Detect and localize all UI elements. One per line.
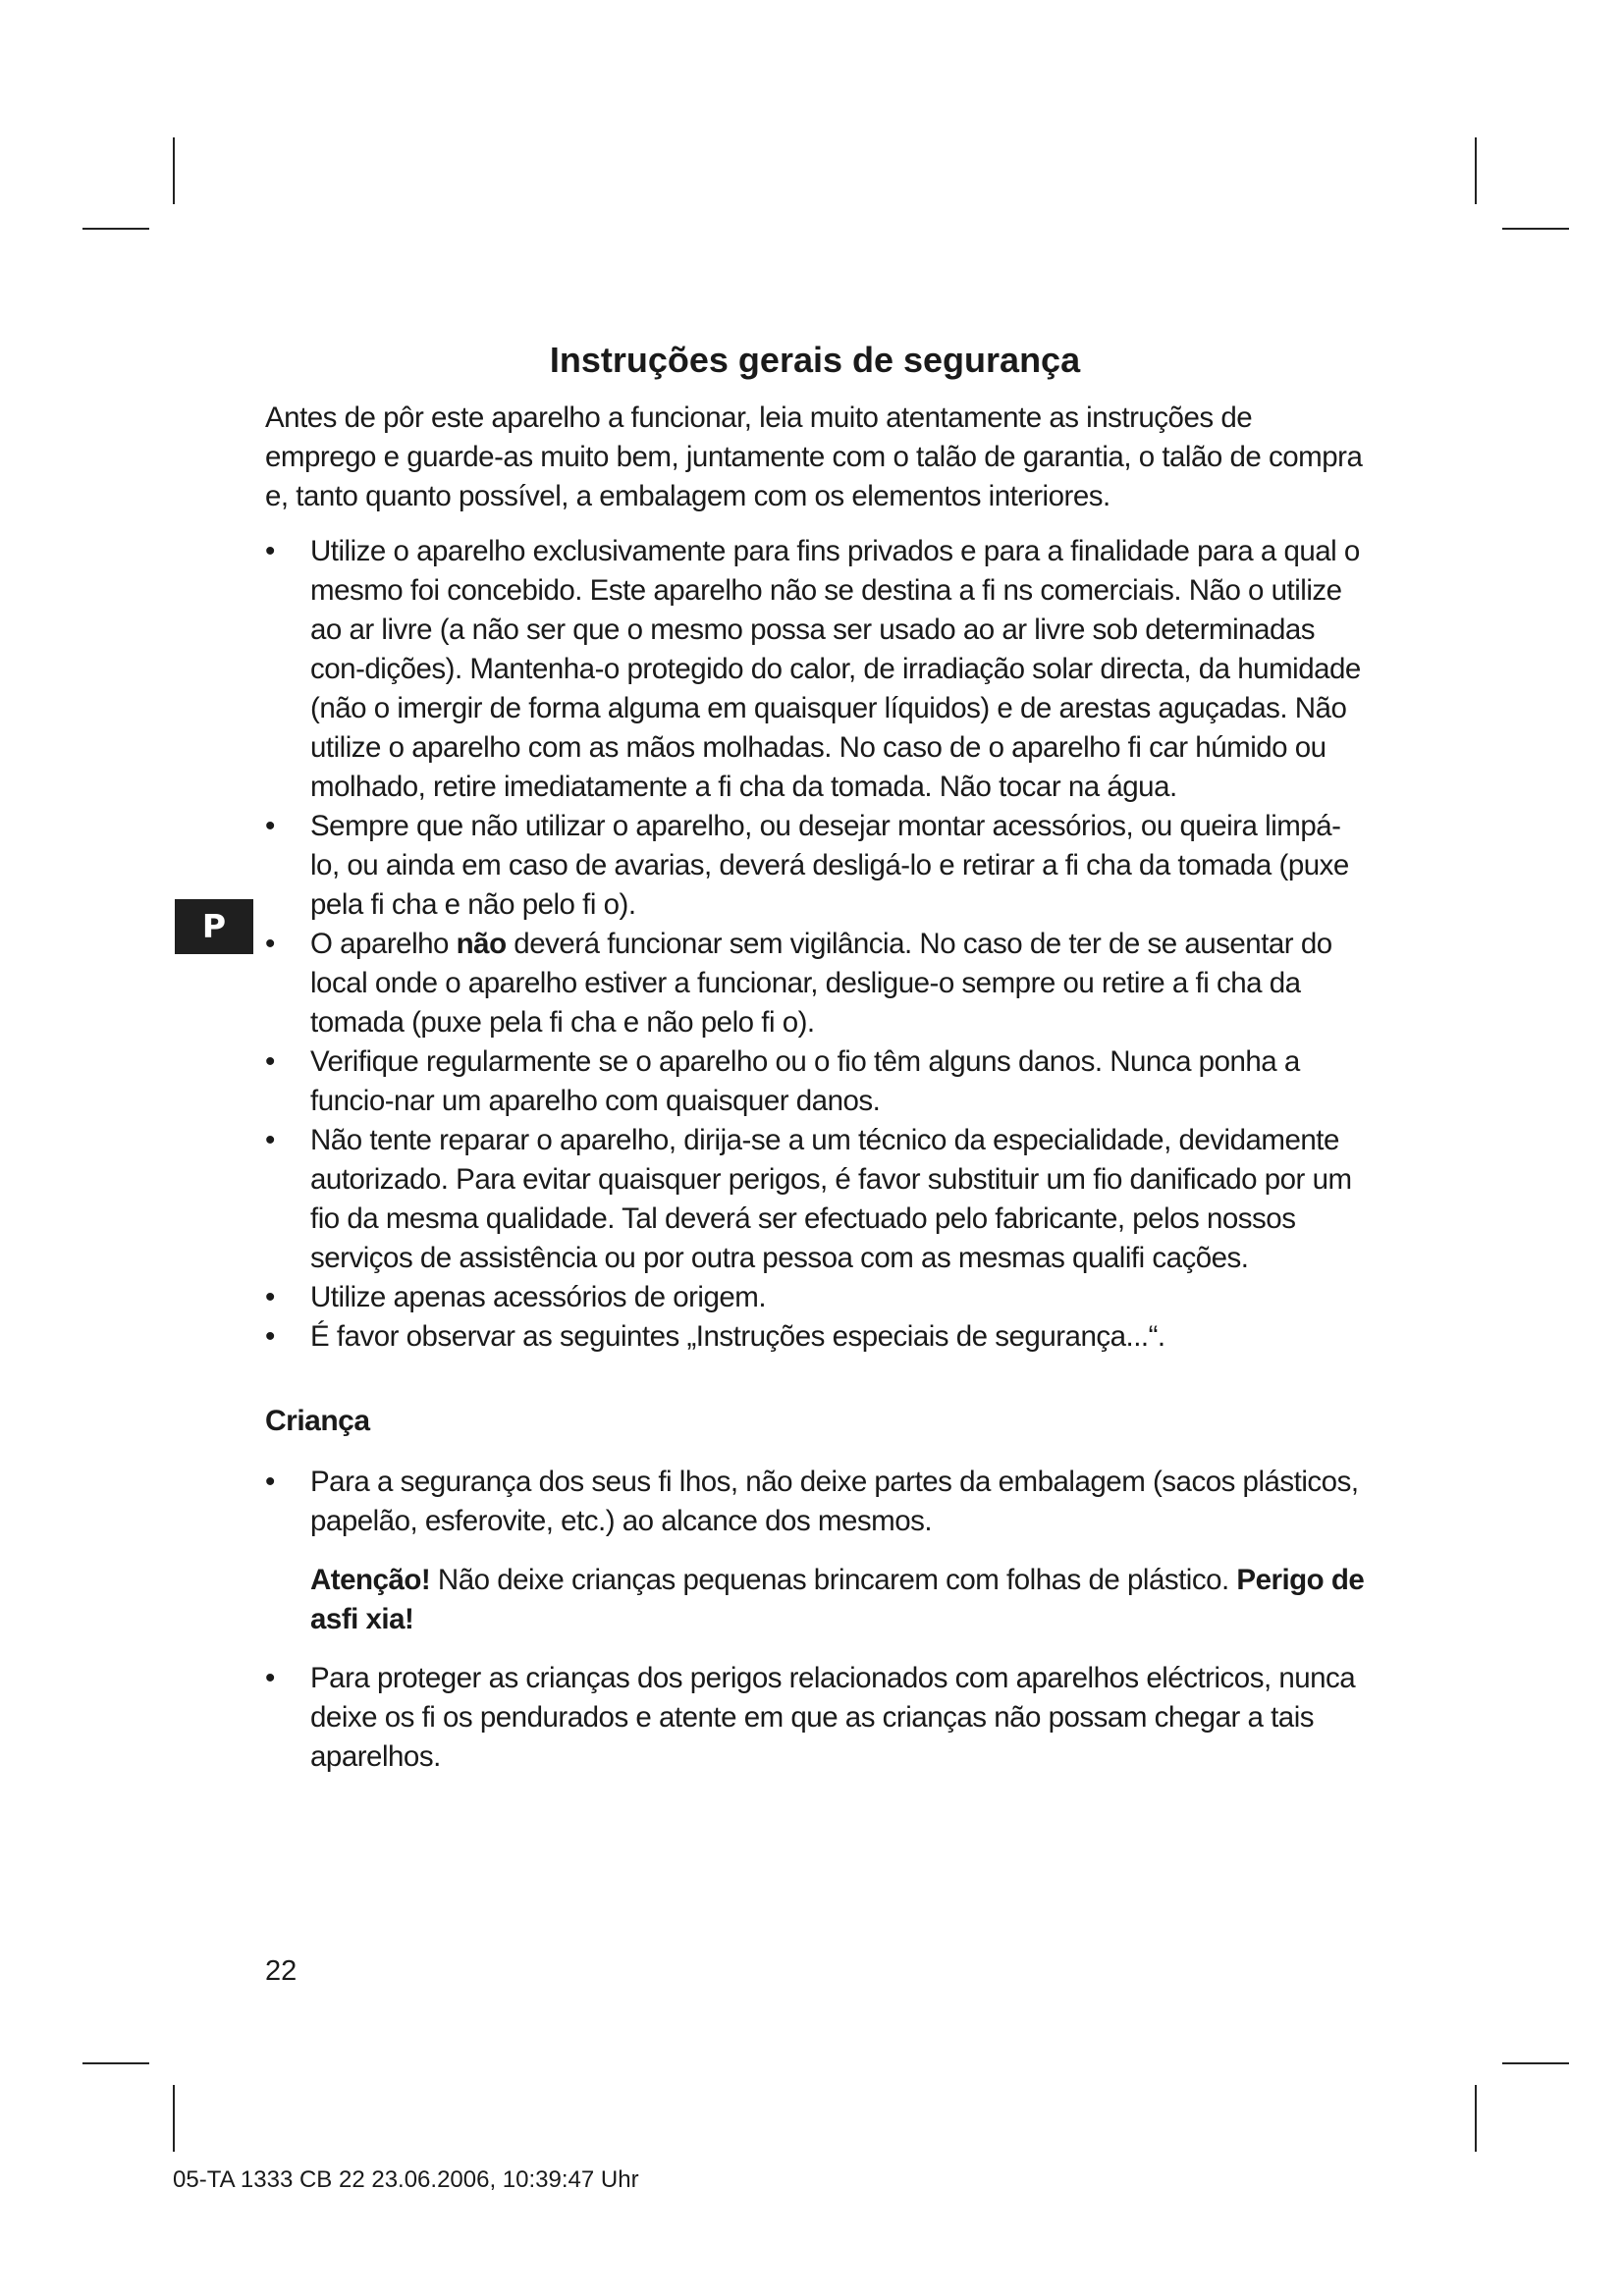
crop-mark-bottom-left-horizontal [82, 2062, 149, 2064]
list-item: • Sempre que não utilizar o aparelho, ou desejar montar acessórios, ou queira limpá-lo, ou ainda em caso de avarias, deverá desligá-lo e retirar a fi cha da tomada (puxe pela fi cha e não pelo fi o). [265, 807, 1365, 925]
crop-mark-top-right-vertical [1475, 137, 1477, 204]
language-tab: P [175, 899, 253, 954]
crop-mark-top-right-horizontal [1502, 228, 1569, 230]
crop-mark-bottom-right-vertical [1475, 2085, 1477, 2152]
crop-mark-bottom-right-horizontal [1502, 2062, 1569, 2064]
crop-mark-top-left-horizontal [82, 228, 149, 230]
child-safety-list-2 [265, 1659, 1365, 1777]
child-safety-list [265, 1463, 1365, 1541]
list-item: • Para a segurança dos seus fi lhos, não deixe partes da embalagem (sacos plásticos, papelão, esferovite, etc.) ao alcance dos mesmos. [265, 1463, 1365, 1541]
page-number: 22 [265, 1955, 298, 1987]
crop-mark-top-left-vertical [173, 137, 175, 204]
crop-mark-bottom-left-vertical [173, 2085, 175, 2152]
list-item: • Verifique regularmente se o aparelho ou o fio têm alguns danos. Nunca ponha a funcio-nar um aparelho com quaisquer danos. [265, 1042, 1365, 1121]
page-content [265, 334, 1365, 1777]
page-title: Instruções gerais de segurança [549, 340, 1081, 380]
print-footer: 05-TA 1333 CB 22 23.06.2006, 10:39:47 Uhr [173, 2166, 639, 2193]
emphasis-text: não [456, 928, 507, 960]
list-item: • Para proteger as crianças dos perigos relacionados com aparelhos eléctricos, nunca deixe os fi os pendurados e atente em que as crianças não possam chegar a tais aparelhos. [265, 1659, 1365, 1777]
list-item: • Utilize o aparelho exclusivamente para fins privados e para a finalidade para a qual o mesmo foi concebido. Este aparelho não se destina a fi ns comerciais. Não o utilize ao ar livre (a não ser que o mesmo possa ser usado ao ar livre sob determinadas con-dições). Mantenha-o protegido do calor, de irradiação solar directa, da humidade (não o imergir de forma alguma em quaisquer líquidos) e de arestas aguçadas. Não utilize o aparelho com as mãos molhadas. No caso de o aparelho fi car húmido ou molhado, retire imediatamente a fi cha da tomada. Não tocar na água. [265, 532, 1365, 807]
list-item-text: deverá funcionar sem vigilância. No caso de ter de se ausentar do local onde o aparelho estiver a funcionar, desligue-o sempre ou retire a fi cha da tomada (puxe pela fi cha e não pelo fi o). [310, 928, 1332, 1039]
list-item [265, 925, 1365, 1042]
list-item: • Não tente reparar o aparelho, dirija-se a um técnico da especialidade, devidamente autorizado. Para evitar quaisquer perigos, é favor substituir um fio danificado por um fio da mesma qualidade. Tal deverá ser efectuado pelo fabricante, pelos nossos serviços de assistência ou por outra pessoa com as mesmas qualifi cações. [265, 1121, 1365, 1278]
warning-paragraph [310, 1561, 1365, 1639]
warning-danger-text: Perigo de asfi xia! [310, 1564, 1365, 1635]
list-item-text: O aparelho [310, 928, 457, 960]
list-item: • Utilize apenas acessórios de origem. [265, 1278, 1365, 1317]
warning-text: Não deixe crianças pequenas brincarem com folhas de plástico. [430, 1564, 1237, 1596]
list-item: • É favor observar as seguintes „Instruções especiais de segurança...“. [265, 1317, 1365, 1357]
section-heading-child: Criança [265, 1405, 370, 1437]
intro-paragraph: Antes de pôr este aparelho a funcionar, leia muito atentamente as instruções de emprego e guarde-as muito bem, juntamente com o talão de garantia, o talão de compra e, tanto quanto possível, a embalagem com os elementos interiores. [265, 401, 1363, 512]
safety-list [265, 532, 1365, 1357]
warning-label: Atenção! [310, 1564, 431, 1596]
